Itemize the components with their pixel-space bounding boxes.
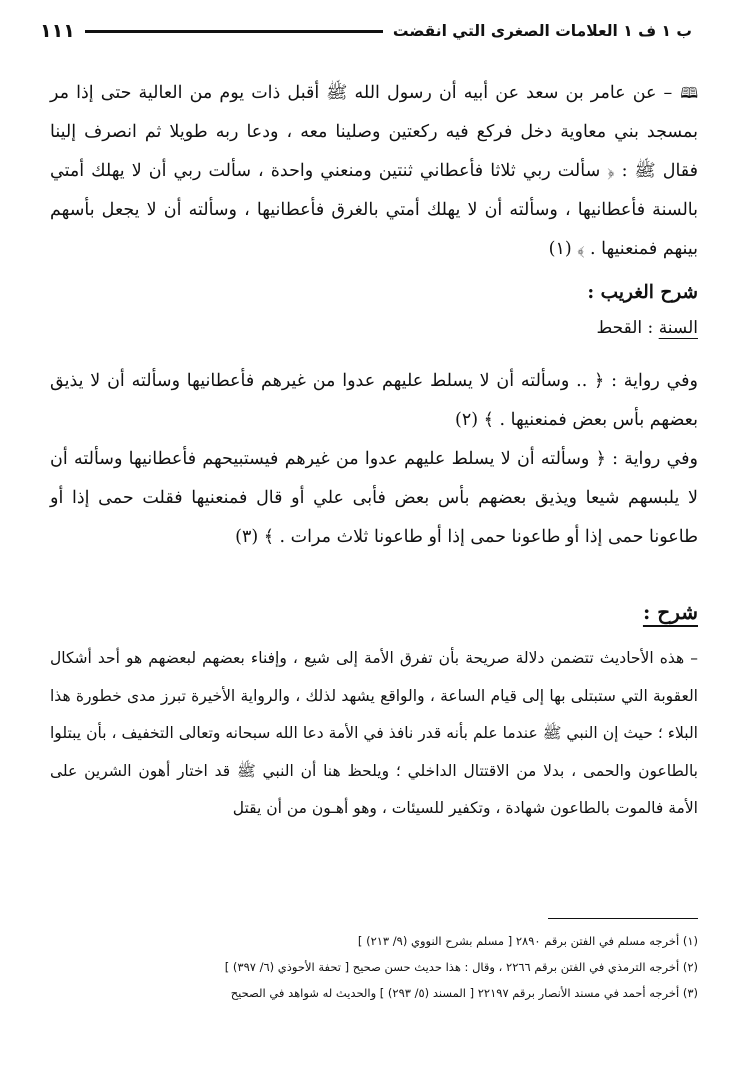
riwaya-text-2: وفي رواية : ﴿ وسألته أن لا يسلط عليهم عدوا من غيرهم فيستبيحهم فأعطانيها وسألته أن لا يلبسهم شيعا ويذيق بعضهم بأس بعض فأبى علي أو قال فمنعنيها فقلت حمى إذا أو طاعونا حمى إذا أو طاعونا حمى إذا أو طاعونا ثلاث مرات . ﴾ (٣) <box>50 449 698 547</box>
footnote-separator <box>548 918 698 919</box>
footnote-2: (٢) أخرجه الترمذي في الفتن برقم ٢٢٦٦ ، وقال : هذا حديث حسن صحيح [ تحفة الأحوذي (٦/ ٣٩٧) ] <box>224 960 698 974</box>
riwaya-block-2 <box>50 440 698 557</box>
gharib-term: السنة <box>658 318 698 338</box>
commentary-block <box>50 640 698 828</box>
book-icon: 🕮 <box>680 84 698 102</box>
hadith-paragraph <box>50 74 698 269</box>
hadith-block <box>50 74 698 269</box>
commentary-text: – هذه الأحاديث تتضمن دلالة صريحة بأن تفرق الأمة إلى شيع ، وإفناء بعضهم لبعضهم هو أحد أشكال العقوبة التي ستبتلى بها إلى قيام الساعة ، والواقع يشهد لذلك ، والرواية الأخيرة تبرز مدى خطورة هذا البلاء ؛ حيث إن النبي ﷺ عندما علم بأنه قدر نافذ في الأمة دعا الله سبحانه وتعالى التخفيف ، بأن يبتلوا بالطاعون والحمى ، بدلا من الاقتتال الداخلي ؛ ويلحظ هنا أن النبي ﷺ قد اختار أهون الشرين على الأمة فالموت بالطاعون شهادة ، وتكفير للسيئات ، وهو أهـون من أن يقتل <box>50 649 698 817</box>
page-header <box>40 14 692 48</box>
riwaya-block-1 <box>50 362 698 440</box>
page-number: ١١١ <box>40 20 75 42</box>
gharib-heading: شرح الغريب : <box>587 282 698 303</box>
footnote-3: (٣) أخرجه أحمد في مسند الأنصار برقم ٢٢١٩٧ [ المسند (٥/ ٢٩٣) ] والحديث له شواهد في الصحيح <box>230 986 698 1000</box>
footnote-1: (١) أخرجه مسلم في الفتن برقم ٢٨٩٠ [ مسلم بشرح النووي (٩/ ٢١٣) ] <box>357 934 698 948</box>
header-rule <box>85 30 383 33</box>
chapter-title: ب ١ ف ١ العلامات الصغرى التي انقضت <box>392 22 692 40</box>
riwaya-text-1: وفي رواية : ﴿ .. وسألته أن لا يسلط عليهم عدوا من غيرهم فأعطانيها وسألته أن لا يذيق بعضهم بأس بعض فمنعنيها . ﴾ (٢) <box>50 371 698 430</box>
hadith-text: – عن عامر بن سعد عن أبيه أن رسول الله ﷺ أقبل ذات يوم من العالية حتى إذا مر بمسجد بني معاوية دخل فركع فيه ركعتين وصلينا معه ، ودعا ربه طويلا ثم انصرف إلينا فقال ﷺ : ﴿ سألت ربي ثلاثا فأعطاني ثنتين ومنعني واحدة ، سألت ربي أن لا يهلك أمتي بالسنة فأعطانيها ، وسألته أن لا يهلك أمتي بالغرق فأعطانيها ، وسألته أن لا يجعل بأسهم بينهم فمنعنيها . ﴾ (١) <box>50 83 698 259</box>
gharib-meaning: : القحط <box>596 318 659 338</box>
sharh-heading: شرح : <box>642 600 698 624</box>
footnotes <box>40 928 698 1006</box>
gharib-definition <box>597 318 698 338</box>
